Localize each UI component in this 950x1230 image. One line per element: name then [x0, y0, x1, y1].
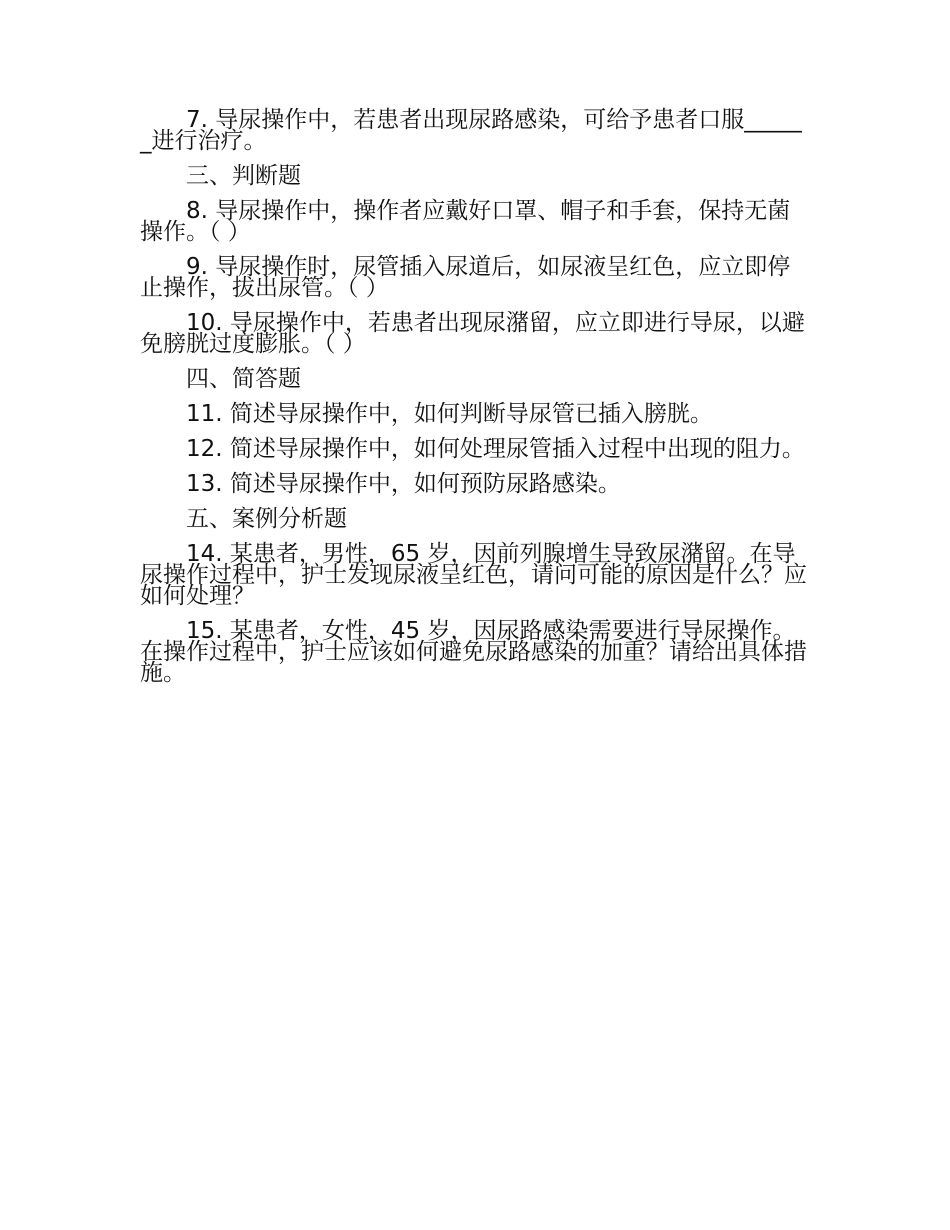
section-heading-case-analysis: 五、案例分析题	[186, 506, 347, 532]
section-heading-short-answer: 四、简答题	[186, 366, 301, 392]
question-14: 14. 某患者，男性，65 岁，因前列腺增生导致尿潴留。在导尿操作过程中，护士发现尿液呈红色，请问可能的原因是什么？应如何处理？	[140, 541, 807, 609]
question-11: 11. 简述导尿操作中，如何判断导尿管已插入膀胱。	[186, 401, 713, 427]
question-15: 15. 某患者，女性，45 岁，因尿路感染需要进行导尿操作。在操作过程中，护士应该如何避免尿路感染的加重？请给出具体措施。	[140, 618, 807, 686]
question-8: 8. 导尿操作中，操作者应戴好口罩、帽子和手套，保持无菌操作。（ ）	[140, 198, 791, 245]
section-heading-true-false: 三、判断题	[186, 163, 301, 189]
document-body	[140, 104, 812, 692]
question-7: 7. 导尿操作中，若患者出现尿路感染，可给予患者口服______进行治疗。	[140, 107, 802, 154]
question-13: 13. 简述导尿操作中，如何预防尿路感染。	[186, 471, 621, 497]
question-9: 9. 导尿操作时，尿管插入尿道后，如尿液呈红色，应立即停止操作，拔出尿管。（ ）	[140, 254, 791, 301]
question-12: 12. 简述导尿操作中，如何处理尿管插入过程中出现的阻力。	[186, 436, 805, 462]
question-10: 10. 导尿操作中，若患者出现尿潴留，应立即进行导尿，以避免膀胱过度膨胀。（ ）	[140, 310, 805, 357]
